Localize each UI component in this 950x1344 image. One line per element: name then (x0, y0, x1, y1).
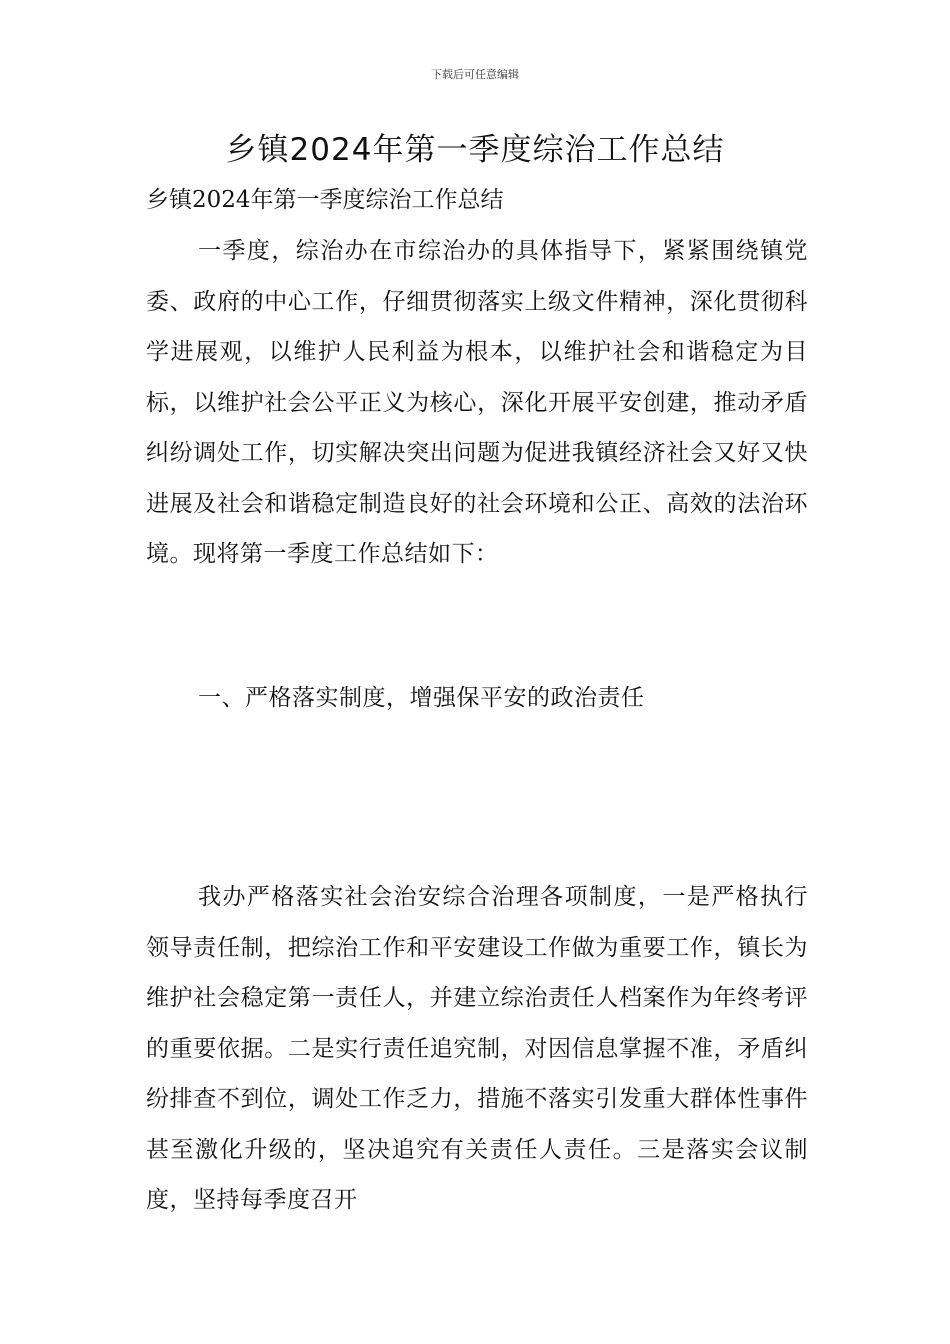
section-heading-1: 一、严格落实制度，增强保平安的政治责任 (198, 685, 645, 711)
header-note: 下载后可任意编辑 (431, 68, 519, 81)
document-subtitle: 乡镇2024年第一季度综治工作总结 (146, 187, 504, 213)
section-1-paragraph: 我办严格落实社会治安综合治理各项制度，一是严格执行领导责任制，把综治工作和平安建设工作做为重要工作，镇长为维护社会稳定第一责任人，并建立综治责任人档案作为年终考评的重要依据。二是实行责任追究制，对因信息掌握不准，矛盾纠纷排查不到位，调处工作乏力，措施不落实引发重大群体性事件甚至激化升级的，坚决追究有关责任人责任。三是落实会议制度，坚持每季度召开 (146, 884, 808, 1213)
intro-paragraph: 一季度，综治办在市综治办的具体指导下，紧紧围绕镇党委、政府的中心工作，仔细贯彻落实上级文件精神，深化贯彻科学进展观，以维护人民利益为根本，以维护社会和谐稳定为目标，以维护社会公平正义为核心，深化开展平安创建，推动矛盾纠纷调处工作，切实解决突出问题为促进我镇经济社会又好又快进展及社会和谐稳定制造良好的社会环境和公正、高效的法治环境。现将第一季度工作总结如下： (146, 238, 808, 567)
document-title: 乡镇2024年第一季度综治工作总结 (225, 132, 725, 168)
